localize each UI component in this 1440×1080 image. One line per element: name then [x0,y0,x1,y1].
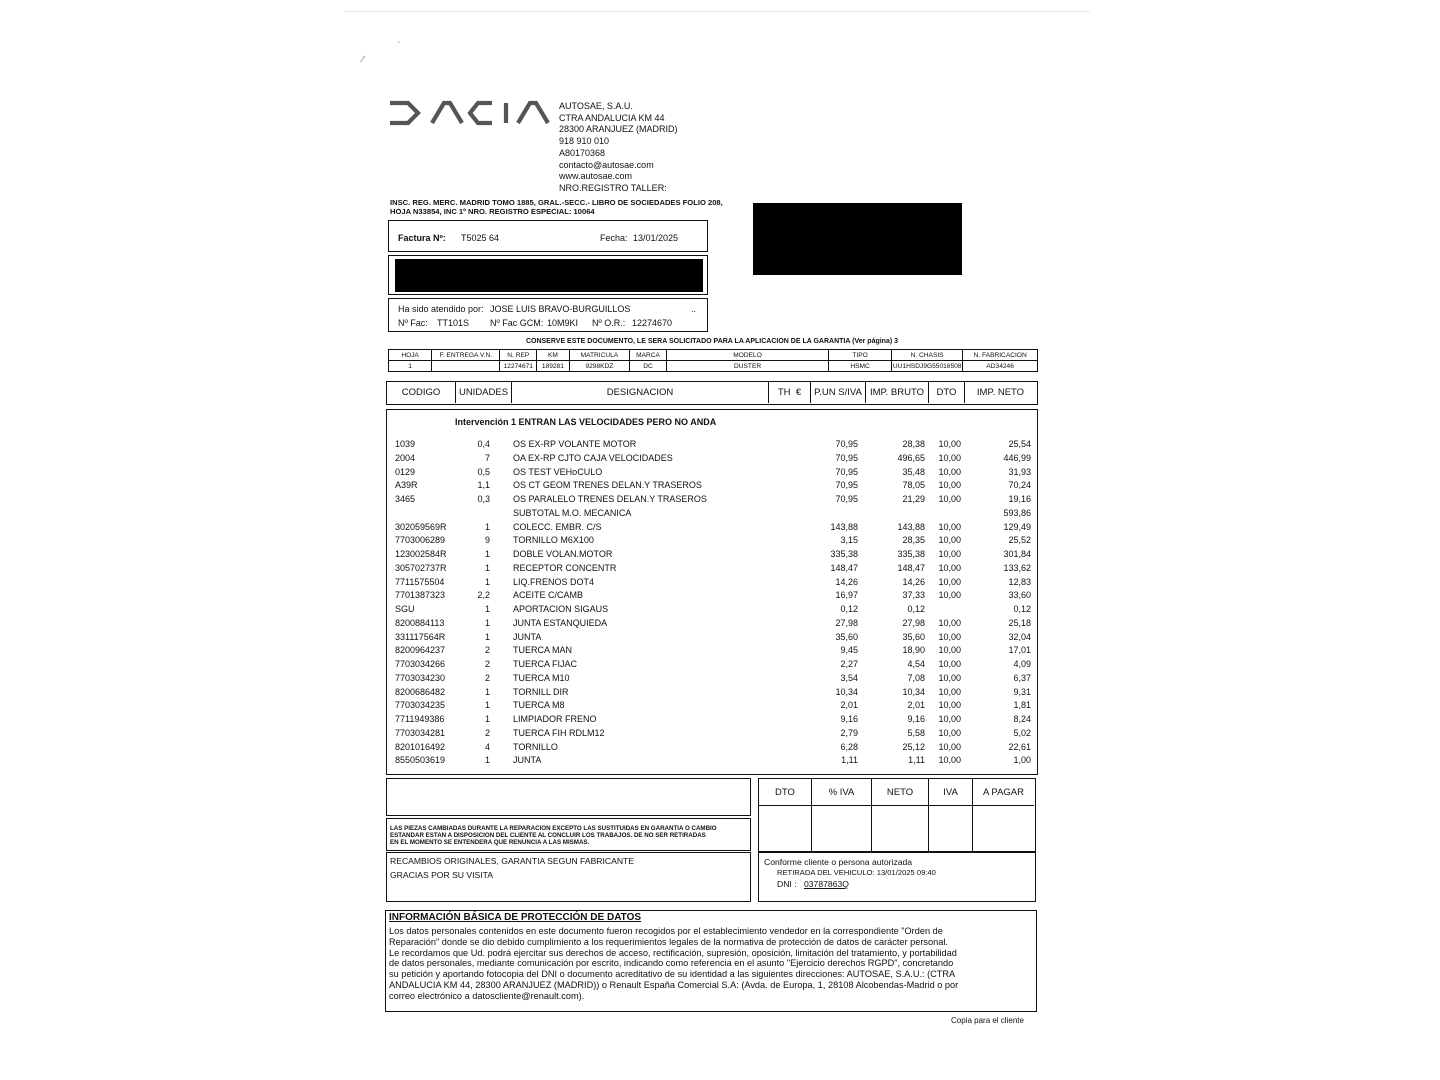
total-col-neto [872,779,929,853]
item-units: 1 [484,549,490,559]
privacy-title: INFORMACIÓN BÁSICA DE PROTECCIÓN DE DATOS [389,912,642,923]
notes-box [386,778,751,816]
dacia-logo [388,100,550,126]
item-neto: 25,52 [1008,535,1031,546]
total-header: A PAGAR [973,779,1034,806]
item-bruto: 1,11 [908,755,925,766]
table-row [386,494,1038,507]
company-info [559,101,678,195]
vehicle-header: MATRICULA [569,350,630,361]
vehicle-header: HOJA [389,350,432,361]
total-header: IVA [929,779,972,806]
copy-footer: Copia para el cliente [951,1016,1024,1025]
item-bruto: 27,98 [902,617,925,628]
total-header: NETO [872,779,928,806]
item-dto: 10,00 [938,672,961,683]
retirada-text: RETIRADA DEL VEHICULO: 13/01/2025 09:40 [777,868,936,877]
table-row [386,563,1038,576]
item-pun: 70,95 [835,452,858,463]
item-desc: OS PARALELO TRENES DELAN.Y TRASEROS [513,494,707,504]
item-code: 8201016492 [395,741,446,752]
item-units: 1 [484,686,490,697]
vehicle-table [388,349,1038,372]
vehicle-header: F. ENTREGA V.N. [432,350,500,361]
vehicle-value: 9298KDZ [569,361,630,372]
total-header: % IVA [812,779,871,806]
item-desc: ACEITE C/CAMB [513,590,584,601]
item-units: 1 [484,617,490,628]
item-units: 2,2 [477,590,490,601]
registry-line: HOJA N33854, INC 1º NRO. REGISTRO ESPECIAL: 10064 [390,206,595,216]
item-code: A39R [395,480,418,491]
nfac-value: TT101S [437,318,470,328]
table-row [386,467,1038,480]
items-header [386,381,1038,405]
item-code: 7711575504 [395,576,445,587]
item-units: 2 [484,659,490,669]
item-dto: 10,00 [938,590,961,601]
attended-mark: .. [691,304,697,314]
item-code: 123002584R [395,549,447,559]
item-units: 1 [484,755,490,766]
item-dto: 10,00 [938,741,961,752]
table-row [386,645,1038,658]
table-row [386,453,1038,466]
item-neto: 133,62 [1003,562,1031,573]
item-neto: 22,61 [1008,741,1031,752]
vehicle-header: MARCA [630,350,667,361]
item-code: 7711949386 [395,714,445,724]
item-neto: 31,93 [1008,466,1031,477]
table-row [386,755,1038,768]
company-registry: NRO.REGISTRO TALLER: [559,182,667,193]
item-code: 7703006289 [395,535,446,546]
nfac-label: Nº Fac: [398,318,428,328]
item-bruto: 4,54 [907,659,925,669]
intervention-title: Intervención 1 ENTRAN LAS VELOCIDADES PERO NO ANDA [455,417,717,427]
item-pun: 16,97 [835,590,858,601]
vehicle-value [432,361,500,372]
item-units: 7 [484,452,490,463]
item-desc: TUERCA M8 [513,700,565,711]
item-dto: 10,00 [938,727,961,738]
item-bruto: 0,12 [907,604,925,614]
parts-notice-line: ESTANDAR ESTAN A DISPOSICION DEL CLIENTE AL CONCLUIR LOS TRABAJOS. DE NO SER RETIRADAS [390,832,706,840]
vehicle-value: DUSTER [666,361,828,372]
item-units: 1 [484,700,490,711]
table-row [386,535,1038,548]
item-units: 1 [484,562,490,573]
item-pun: 70,95 [835,466,858,477]
item-pun: 70,95 [835,439,858,449]
item-bruto: 143,88 [897,521,925,532]
col-imp-neto: IMP. NETO [976,387,1025,398]
item-units: 2 [484,727,490,738]
company-city: 28300 ARANJUEZ (MADRID) [559,124,678,135]
col-designacion: DESIGNACION [512,382,769,403]
item-bruto: 25,12 [902,741,925,752]
item-dto: 10,00 [938,535,961,546]
item-pun: 0,12 [840,604,858,614]
parts-notice-line: LAS PIEZAS CAMBIADAS DURANTE LA REPARACION EXCEPTO LAS SUSTITUIDAS EN GARANTIA O CAMBIO [390,825,717,832]
item-desc: OS TEST VEHoCULO [513,466,603,477]
item-bruto: 148,47 [897,562,925,573]
gcm-label: Nº Fac GCM: [490,318,544,328]
item-neto: 1,00 [1013,755,1031,766]
item-code: 8200884113 [395,617,445,628]
item-desc: DOBLE VOLAN.MOTOR [513,549,613,559]
item-pun: 3,54 [840,672,858,683]
item-desc: SUBTOTAL M.O. MECANICA [513,507,632,518]
item-desc: LIMPIADOR FRENO [513,714,597,724]
item-desc: TUERCA FIJAC [513,659,578,669]
item-dto: 10,00 [938,700,961,711]
total-col-iva-pct [812,779,872,853]
item-pun: 70,95 [835,494,858,504]
warranty-notice: CONSERVE ESTE DOCUMENTO, LE SERA SOLICITADO PARA LA APLICACION DE LA GARANTIA (Ver página) 3 [525,338,899,345]
item-pun: 10,34 [835,686,858,697]
item-desc: LIQ.FRENOS DOT4 [513,576,595,587]
company-cif: A80170368 [559,147,606,158]
total-col-pagar [973,779,1034,853]
item-dto: 10,00 [938,494,961,504]
item-neto: 8,24 [1013,714,1031,724]
item-neto: 25,54 [1008,439,1031,449]
item-dto: 10,00 [938,714,961,724]
item-bruto: 2,01 [907,700,925,711]
scan-top-border [345,11,1090,12]
item-code: SGU [395,604,415,614]
item-units: 0,4 [477,439,490,449]
item-pun: 3,15 [840,535,858,546]
item-bruto: 18,90 [902,645,925,656]
table-row [386,604,1038,617]
vehicle-header: N. REP [500,350,537,361]
table-row [386,673,1038,686]
item-dto: 10,00 [938,521,961,532]
table-row [386,618,1038,631]
item-dto: 10,00 [938,755,961,766]
table-row [386,508,1038,521]
vehicle-value: 12274671 [500,361,537,372]
item-dto: 10,00 [938,576,961,587]
privacy-line: Los datos personales contenidos en este documento fueron recogidos por el establecimiento vendedor en la correspondiente "Orden de [389,926,943,936]
table-row [386,632,1038,645]
vehicle-header: KM [537,350,569,361]
item-code: 0129 [395,466,416,477]
item-code: 331117564R [395,631,446,642]
item-code: 305702737R [395,562,447,573]
parts-notice-line: EN EL MOMENTO SE ENTENDERA QUE RENUNCIA A LAS MISMAS. [390,839,590,847]
total-col-iva [929,779,973,853]
item-bruto: 335,38 [897,549,925,559]
scan-speck: ∕ʼ [362,55,366,64]
item-desc: COLECC. EMBR. C/S [513,521,602,532]
item-code: 8200964237 [395,645,446,656]
item-desc: TUERCA FIH RDLM12 [513,727,605,738]
item-dto: 10,00 [938,480,961,491]
item-code: 2004 [395,452,416,463]
company-phone: 918 910 010 [559,136,610,147]
company-email: contacto@autosae.com [559,159,654,170]
item-dto: 10,00 [938,466,961,477]
or-value: 12274670 [632,318,673,328]
item-units: 0,3 [477,494,490,504]
item-bruto: 5,58 [907,727,925,738]
item-pun: 1,11 [841,755,858,766]
item-pun: 2,79 [840,727,858,738]
table-row [386,439,1038,452]
item-bruto: 7,08 [907,672,925,683]
col-th [769,382,811,403]
registry-line: INSC. REG. MERC. MADRID TOMO 1885, GRAL.-SECC.- LIBRO DE SOCIEDADES FOLIO 208, [390,198,723,207]
table-row [386,522,1038,535]
item-dto: 10,00 [938,452,961,463]
vehicle-value: UU1HSDJ9G55016508 [892,362,962,370]
item-dto: 10,00 [938,645,961,656]
privacy-line: su petición y aportando fotocopia del DNI o documento acreditativo de su identidad a las siguientes direcciones: AUTOSAE, S.A.U.: (CTRA [389,969,956,980]
item-bruto: 10,34 [902,686,925,697]
privacy-line: de datos personales, mediante comunicación por escrito, indicando como referencia en el asunto "Ejercicio derechos RGPD", concretando [389,958,954,969]
item-code: 3465 [395,494,416,504]
table-row [386,700,1038,713]
item-dto: 10,00 [938,617,961,628]
col-codigo: CODIGO [387,382,456,403]
item-desc: OA EX-RP CJTO CAJA VELOCIDADES [513,452,673,463]
item-desc: OS EX-RP VOLANTE MOTOR [513,439,637,449]
item-desc: JUNTA [513,631,542,642]
item-neto: 129,49 [1003,521,1031,532]
vehicle-value: AD34246 [963,361,1038,372]
item-pun: 335,38 [830,549,858,559]
item-neto: 33,60 [1008,590,1031,601]
invoice-date: 13/01/2025 [633,233,679,243]
item-units: 1 [484,631,490,642]
item-code: 8550503619 [395,755,446,766]
item-bruto: 35,48 [902,466,925,477]
item-neto: 5,02 [1013,727,1031,738]
item-desc: TUERCA MAN [513,645,573,656]
mercantile-registry [390,199,723,216]
item-bruto: 28,35 [902,535,925,546]
item-pun: 9,45 [840,645,858,656]
gcm-value: 10M9KI [547,318,579,328]
company-address: CTRA ANDALUCIA KM 44 [559,112,665,123]
privacy-line: correo electrónico a datoscliente@renault.com). [389,990,585,1001]
item-pun: 6,28 [840,741,858,752]
item-desc: JUNTA ESTANQUIEDA [513,617,608,628]
item-neto: 6,37 [1013,672,1031,683]
table-row [386,659,1038,672]
item-neto: 9,31 [1013,686,1031,697]
item-desc: JUNTA [513,755,542,766]
item-units: 1 [484,576,490,587]
vehicle-header: TIPO [829,350,892,361]
item-neto: 301,84 [1003,549,1031,559]
col-th-label: TH [777,387,791,398]
vehicle-header-row [389,350,1038,361]
item-units: 1,1 [477,480,490,491]
item-neto: 4,09 [1013,659,1031,669]
invoice-date-label: Fecha: [600,233,628,243]
item-neto: 25,18 [1008,617,1031,628]
item-pun: 148,47 [830,562,858,573]
item-pun: 143,88 [830,521,858,532]
item-dto: 10,00 [938,686,961,697]
gracias-text: GRACIAS POR SU VISITA [390,870,493,880]
item-desc: TORNILL DIR [513,686,569,697]
item-neto: 70,24 [1008,480,1031,491]
item-code: 7703034235 [395,700,446,711]
item-units: 1 [484,714,490,724]
item-dto: 10,00 [938,549,961,559]
or-label: Nº O.R.: [592,318,626,328]
item-pun: 70,95 [835,480,858,491]
item-pun: 35,60 [835,631,858,642]
item-desc: OS CT GEOM TRENES DELAN.Y TRASEROS [513,480,702,491]
item-units: 0,5 [477,466,490,477]
vehicle-value-row [389,361,1038,372]
item-neto: 17,01 [1008,645,1031,656]
item-code: 1039 [395,439,416,449]
recambios-text: RECAMBIOS ORIGINALES, GARANTIA SEGUN FABRICANTE [390,856,635,866]
item-dto: 10,00 [938,659,961,669]
table-row [386,577,1038,590]
redacted-block [753,203,962,275]
item-neto: 0,12 [1013,604,1031,614]
invoice-number: T5025 64 [461,233,500,243]
col-unidades: UNIDADES [456,382,512,403]
table-row [386,687,1038,700]
item-pun: 27,98 [835,617,858,628]
attended-name: JOSE LUIS BRAVO-BURGUILLOS [490,304,631,314]
item-dto: 10,00 [938,439,961,449]
dni-label: DNI : [777,879,797,889]
item-neto: 32,04 [1008,631,1031,642]
item-units: 4 [484,741,490,752]
item-bruto: 9,16 [907,714,925,724]
item-code: 8200686482 [395,686,446,697]
item-bruto: 28,38 [902,439,925,449]
item-units: 2 [484,645,490,656]
item-neto: 19,16 [1008,494,1031,504]
item-code: 7701387323 [395,590,446,601]
item-desc: TORNILLO [513,741,558,752]
item-pun: 2,27 [840,659,858,669]
item-neto: 593,86 [1003,507,1031,518]
item-desc: RECEPTOR CONCENTR [513,562,617,573]
invoice-number-label: Factura Nº: [398,233,446,243]
item-code: 7703034281 [395,727,446,738]
vehicle-value: 1 [389,361,432,372]
item-bruto: 21,29 [902,494,925,504]
item-desc: TORNILLO M6X100 [513,535,594,546]
customer-signature-box [758,852,1036,902]
item-pun: 9,16 [840,714,858,724]
item-neto: 1,81 [1013,700,1031,711]
item-bruto: 496,65 [897,452,925,463]
table-row [386,480,1038,493]
item-dto: 10,00 [938,562,961,573]
item-desc: APORTACION SIGAUS [513,604,609,614]
privacy-line: ANDALUCIA KM 44, 28300 ARANJUEZ (MADRID)) o Renault España Comercial S.A: (Avda. de Europa, 1, 28108 Alcobendas-Madrid o por [389,979,959,990]
item-units: 1 [484,521,490,532]
item-units: 1 [484,604,490,614]
vehicle-header: MODELO [666,350,828,361]
col-pun: P.UN S/IVA [811,382,866,403]
invoice-number-box [388,220,708,252]
item-units: 2 [484,672,490,683]
attended-label: Ha sido atendido por: [398,304,484,314]
privacy-line: Le recordamos que Ud. podrá ejercitar sus derechos de acceso, rectificación, supresión, oposición, limitación del tratamiento, y portabilidad [389,947,957,958]
col-dto: DTO [929,382,965,403]
item-bruto: 14,26 [902,576,925,587]
dni-value: 03787863Q [804,879,849,889]
table-row [386,549,1038,562]
warranty-box [386,852,751,902]
privacy-line: Reparación" donde se dio debido cumplimiento a los requerimientos legales de la normativa de protección de datos de carácter personal. [389,936,948,947]
total-header: DTO [759,779,811,806]
privacy-text [389,926,1037,1002]
table-row [386,742,1038,755]
item-bruto: 35,60 [902,631,925,642]
table-row [386,590,1038,603]
scan-speck: ʻ [398,40,400,49]
conforme-title: Conforme cliente o persona autorizada [764,857,913,867]
item-code: 302059569R [395,521,447,532]
item-code: 7703034230 [395,672,446,683]
item-bruto: 78,05 [902,480,925,491]
item-neto: 12,83 [1008,576,1031,587]
vehicle-header: N. FABRICACION [963,350,1038,361]
item-bruto: 37,33 [902,590,925,601]
item-units: 9 [484,535,490,546]
company-name: AUTOSAE, S.A.U. [559,101,633,111]
table-row [386,714,1038,727]
attended-box [388,298,708,332]
item-code: 7703034266 [395,659,446,669]
company-web: www.autosae.com [559,171,633,182]
vehicle-value: DC [630,361,667,372]
vehicle-header: N. CHASIS [891,350,962,361]
total-col-dto [759,779,812,853]
redacted-customer [395,259,703,292]
item-pun: 2,01 [840,700,858,711]
item-desc: TUERCA M10 [513,672,570,683]
vehicle-value: 189281 [537,361,569,372]
item-dto: 10,00 [938,631,961,642]
table-row [386,728,1038,741]
item-pun: 14,26 [835,576,858,587]
item-neto: 446,99 [1003,452,1031,463]
col-imp-bruto: IMP. BRUTO [866,382,929,403]
vehicle-value: HSMC [829,361,892,372]
totals-box [758,778,1036,852]
parts-notice [390,825,717,847]
currency-symbol: € [795,387,802,398]
